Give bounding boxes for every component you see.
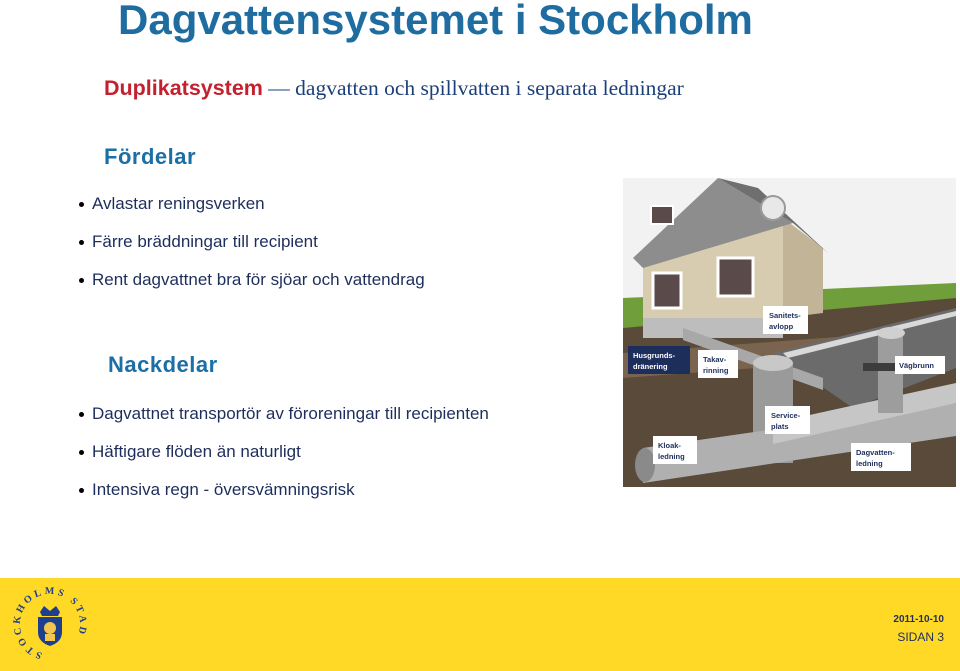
fordelar-heading: Fördelar	[104, 144, 197, 169]
drainage-illustration	[623, 178, 956, 487]
page-number: SIDAN 3	[897, 630, 944, 644]
nackdelar-list	[78, 404, 489, 518]
svg-text:rinning: rinning	[703, 366, 729, 375]
logo-ring-text: STOCKHOLMS STAD	[12, 585, 88, 661]
label-takavrinning: Takav-	[703, 355, 727, 364]
fordelar-list	[78, 194, 425, 308]
footer-date: 2011-10-10	[893, 614, 944, 625]
list-item: Häftigare flöden än naturligt	[78, 442, 489, 480]
label-husgrundsdranering: Husgrunds-	[633, 351, 676, 360]
list-item: Avlastar reningsverken	[78, 194, 425, 232]
list-item: Intensiva regn - översvämningsrisk	[78, 480, 489, 518]
list-item: Rent dagvattnet bra för sjöar och vattendrag	[78, 270, 425, 308]
label-kloakledning: Kloak-	[658, 441, 681, 450]
label-vagbrunn: Vägbrunn	[899, 361, 934, 370]
list-item: Dagvattnet transportör av föroreningar till recipienten	[78, 404, 489, 442]
svg-text:avlopp: avlopp	[769, 322, 794, 331]
subtitle-highlight: Duplikatsystem	[104, 76, 263, 100]
subtitle-rest: — dagvatten och spillvatten i separata ledningar	[262, 76, 684, 100]
label-serviceplats: Service-	[771, 411, 801, 420]
stockholms-stad-logo-icon	[12, 584, 88, 666]
svg-text:ledning: ledning	[856, 459, 883, 468]
svg-text:dränering: dränering	[633, 362, 668, 371]
nackdelar-heading: Nackdelar	[108, 352, 218, 377]
label-sanitetsavlopp: Sanitets-	[769, 311, 801, 320]
svg-text:ledning: ledning	[658, 452, 685, 461]
page-title: Dagvattensystemet i Stockholm	[118, 0, 753, 43]
list-item: Färre bräddningar till recipient	[78, 232, 425, 270]
footer	[0, 578, 960, 671]
subtitle	[104, 76, 684, 101]
label-dagvattenledning: Dagvatten-	[856, 448, 895, 457]
svg-text:plats: plats	[771, 422, 789, 431]
